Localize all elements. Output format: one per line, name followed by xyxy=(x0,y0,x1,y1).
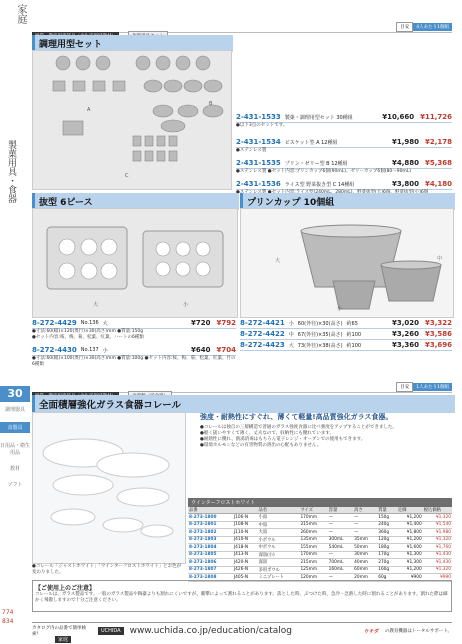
sidebar-tabs xyxy=(0,406,30,497)
price-row[interactable]: 2-431-1536 ライス型 野菜抜き型 C 14種組 ¥3,800 ¥4,180 xyxy=(236,180,452,188)
table-row[interactable] xyxy=(188,514,452,522)
table-cell: 8-273-1807 xyxy=(188,566,233,574)
footer-url[interactable]: www.uchida.co.jp/education/catalog xyxy=(129,626,292,636)
table-cell: 30mm xyxy=(353,551,377,559)
product-note: ●セット内容:桜、梅、菊、松葉、紅葉、ハートの6種類 xyxy=(32,335,144,340)
table-cell: J413-N xyxy=(233,551,258,559)
table-cell: ¥1,400 xyxy=(397,521,423,529)
table-header-row: 品番 品名 サイズ 容量 高さ 質量 定価 税込価格 xyxy=(188,507,452,514)
caution-text: コレールは、ガラス製品です。一般のガラス製品や陶器よりも割れにくいですが、衝撃によって割れることがあります。落とした時、ぶつけた時、急冷・急熱した時に割れることがあります。割れた際は細かく飛散しますので十分ご注意ください。 xyxy=(35,592,448,603)
feature-bullet: ●耐熱性に優れ、熱湯消毒はもちろん電子レンジ・オーブンでの使用もできます。 xyxy=(200,437,366,442)
pudding-cup-price-list xyxy=(240,318,452,351)
sidebar-tab-active[interactable]: 食器具 xyxy=(0,422,30,433)
image-label: A xyxy=(87,107,91,113)
image-label: 小 xyxy=(183,302,189,308)
corelle-table xyxy=(188,498,452,582)
pieces-guide: 目安 4人あたり1個組 xyxy=(396,22,452,32)
price-row[interactable]: 8-272-4422 中 67(外径)×35(高さ) 約100 ¥3,260 ¥3,586 xyxy=(240,330,452,338)
corelle-bullets xyxy=(200,425,452,449)
page-number: 30 xyxy=(0,386,30,402)
table-cell: ¥1,800 xyxy=(397,529,423,537)
table-cell: 60g xyxy=(377,574,397,582)
table-cell: ¥1,200 xyxy=(397,514,423,522)
sidebar-tab[interactable]: 教材 xyxy=(9,466,20,472)
footer-search-note: カタログ内の品番で簡単検索! xyxy=(32,626,86,637)
section-title-pudding-cup: プリンカップ 10個組 xyxy=(240,193,455,210)
price-row[interactable]: 8-272-4423 大 73(外径)×38(高さ) 約100 ¥3,360 ¥3,696 xyxy=(240,341,452,349)
table-cell: J410-N xyxy=(233,536,258,544)
pudding-cup-illustration xyxy=(241,209,453,317)
table-cell: 160g xyxy=(377,566,397,574)
table-cell: 50mm xyxy=(353,544,377,552)
image-label: B xyxy=(209,101,213,107)
table-cell: 8-273-1804 xyxy=(188,544,233,552)
table-cell: 多用ボウル xyxy=(257,566,299,574)
mold-set-illustration xyxy=(33,51,231,189)
corelle-illustration xyxy=(33,413,185,563)
table-cell: 中ボウル xyxy=(257,544,299,552)
image-label: 大 xyxy=(93,302,99,308)
table-cell: 150g xyxy=(377,514,397,522)
table-row[interactable] xyxy=(188,551,452,559)
footer-brand: UCHIDA xyxy=(98,627,124,635)
table-cell: J108-N xyxy=(233,521,258,529)
section-title-corelle: 全面積層強化ガラス食器コレール xyxy=(32,395,455,413)
image-label: 大 xyxy=(275,258,281,264)
product-note: ●ステンレス製 xyxy=(236,148,267,153)
section-title-cutter: 抜型 6ピース xyxy=(32,193,239,210)
price-row[interactable]: 8-272-4430 No.137 小 ¥640 ¥704 xyxy=(32,346,236,354)
image-label: 小 xyxy=(337,306,343,312)
table-cell: 540mL xyxy=(328,544,354,552)
footer-page-label: 家庭 xyxy=(55,636,71,643)
sidebar-home-label: 家庭 xyxy=(15,4,26,24)
table-cell: 40mm xyxy=(353,559,377,567)
table-cell: ¥1,600 xyxy=(397,544,423,552)
table-cell: 120g xyxy=(377,536,397,544)
table-cell: 8-273-1803 xyxy=(188,536,233,544)
cutter-illustration xyxy=(33,209,237,317)
table-cell: J110-N xyxy=(233,529,258,537)
index-refs xyxy=(2,608,13,626)
table-cell: 60mm xyxy=(353,566,377,574)
table-cell: 大皿 xyxy=(257,529,299,537)
table-cell: 深皿(小) xyxy=(257,551,299,559)
table-cell: — xyxy=(353,529,377,537)
table-cell: 8-273-1808 xyxy=(188,574,233,582)
table-cell: 270g xyxy=(377,559,397,567)
caution-box xyxy=(32,580,452,612)
table-cell: — xyxy=(328,514,354,522)
table-cell: — xyxy=(328,529,354,537)
table-cell: 170mm xyxy=(299,551,327,559)
price-row[interactable]: 2-431-1534 ビスケット型 A 12種組 ¥1,980 ¥2,178 xyxy=(236,138,452,146)
table-cell: ¥990 xyxy=(423,574,452,582)
table-cell: 215mm xyxy=(299,559,327,567)
table-cell: — xyxy=(353,514,377,522)
table-cell: 180g xyxy=(377,544,397,552)
cutter-price-list xyxy=(32,318,236,368)
sidebar-category: 製菓用具・食器 xyxy=(6,140,16,203)
pieces-guide: 目安 1人あたり1個組 xyxy=(396,382,452,392)
table-cell: J420-N xyxy=(233,559,258,567)
table-cell: J405-N xyxy=(233,574,258,582)
table-cell: J418-N xyxy=(233,544,258,552)
price-row[interactable]: 2-431-1535 プリン・ゼリー型 B 12種組 ¥4,880 ¥5,368 xyxy=(236,159,452,167)
table-cell: 125mm xyxy=(299,566,327,574)
product-image-cutter xyxy=(32,208,238,318)
table-row[interactable] xyxy=(188,529,452,537)
price-row[interactable]: 2-431-1533 製菓・調理用型セット 30種組 ¥10,660 ¥11,726 xyxy=(236,113,452,121)
table-cell: 700mL xyxy=(328,559,354,567)
table-cell: 8-273-1805 xyxy=(188,551,233,559)
table-cell: ¥1,980 xyxy=(423,529,452,537)
table-cell: 155mm xyxy=(299,544,327,552)
image-label: C xyxy=(125,173,129,179)
feature-bullet: ●軽く扱いやすくて薄く、丈夫なので、収納性にも優れています。 xyxy=(200,431,334,436)
table-cell: 170mm xyxy=(299,514,327,522)
footer-tagline: の教育機器はトータルサポート。 xyxy=(384,629,452,634)
product-image-mold-set xyxy=(32,50,232,190)
price-row[interactable]: 8-272-4429 No.136 大 ¥720 ¥792 xyxy=(32,319,236,327)
table-cell: 小皿 xyxy=(257,514,299,522)
footer-logo: ウチダ xyxy=(364,628,379,635)
table-row[interactable] xyxy=(188,559,452,567)
footer xyxy=(32,622,452,639)
table-cell: 8-273-1802 xyxy=(188,529,233,537)
table-cell: J106-N xyxy=(233,514,258,522)
table-cell: 240g xyxy=(377,521,397,529)
table-cell: ¥1,540 xyxy=(423,521,452,529)
table-cell: ¥1,200 xyxy=(397,566,423,574)
top-header xyxy=(32,22,452,33)
table-cell: 深皿 xyxy=(257,559,299,567)
corelle-caption: ●コレール「ジャストホワイト」「ウインターフロストホワイト」とお色が変わりました。 xyxy=(32,564,182,575)
table-cell: ¥1,760 xyxy=(423,544,452,552)
table-cell: 215mm xyxy=(299,521,327,529)
feature-bullet: ●環境ホルモンなどの有害物質の溶出の心配もありません。 xyxy=(200,443,322,448)
sidebar xyxy=(0,0,30,644)
table-cell: ¥1,320 xyxy=(423,536,452,544)
bottom-header xyxy=(32,382,452,393)
table-cell: 35mm xyxy=(353,536,377,544)
table-cell: 135mm xyxy=(299,536,327,544)
table-cell: 360g xyxy=(377,529,397,537)
product-image-pudding-cup xyxy=(240,208,454,318)
corelle-spec-table xyxy=(188,507,452,582)
table-cell: 8-273-1801 xyxy=(188,521,233,529)
product-note: ●寸法:60(幅)×100(奥行)×30(高さ)mm ●質量:100g ●セット内容:桜、梅、菊、松葉、紅葉、竹の6種類 xyxy=(32,356,236,367)
table-cell: 120mm xyxy=(299,574,327,582)
price-row[interactable]: 8-272-4421 小 60(外径)×30(高さ) 約65 ¥3,020 ¥3,322 xyxy=(240,319,452,327)
table-cell: — xyxy=(328,551,354,559)
table-row[interactable] xyxy=(188,566,452,574)
product-note: ●寸法:60(幅)×120(奥行)×30(高さ)mm ●質量:150g xyxy=(32,329,144,334)
table-cell: ¥1,300 xyxy=(397,551,423,559)
table-cell: 160mL xyxy=(328,566,354,574)
index-ref[interactable]: 774 xyxy=(2,609,14,616)
table-cell: 8-273-1806 xyxy=(188,559,233,567)
table-cell: 170g xyxy=(377,551,397,559)
table-cell: ¥1,300 xyxy=(397,559,423,567)
table-row[interactable] xyxy=(188,536,452,544)
table-cell: ¥1,430 xyxy=(423,559,452,567)
table-cell: ¥1,320 xyxy=(423,566,452,574)
table-cell: — xyxy=(353,521,377,529)
table-title: ウインターフロストホワイト xyxy=(188,498,452,507)
product-image-corelle xyxy=(32,412,186,564)
table-cell: ¥1,200 xyxy=(397,536,423,544)
table-cell: ミニプレート xyxy=(257,574,299,582)
image-label: 中 xyxy=(437,256,443,262)
sidebar-tab[interactable]: ソフト xyxy=(7,482,23,488)
table-cell: 20mm xyxy=(353,574,377,582)
corelle-headline: 強度・耐熱性にすぐれ、薄くて軽量!高品質強化ガラス食器。 xyxy=(200,413,393,421)
table-cell: ¥1,430 xyxy=(423,551,452,559)
table-cell: 中皿 xyxy=(257,521,299,529)
product-note: ●ステンレス製 ●セット内容:プリンカップ6個(90mL)、ゼリーカップ6個(80～90mL) xyxy=(236,169,412,174)
table-cell: 260mm xyxy=(299,529,327,537)
table-cell: 300mL xyxy=(328,536,354,544)
sidebar-tab[interactable]: 日用品・衛生用品 xyxy=(0,443,31,456)
table-cell: — xyxy=(328,521,354,529)
table-cell: J426-N xyxy=(233,566,258,574)
caution-title: 【ご使用上のご注意】 xyxy=(35,585,96,592)
table-cell: 小ボウル xyxy=(257,536,299,544)
table-row[interactable] xyxy=(188,544,452,552)
table-row[interactable] xyxy=(188,521,452,529)
table-cell: ¥900 xyxy=(397,574,423,582)
mold-set-price-list xyxy=(236,112,452,196)
table-cell: 8-273-1800 xyxy=(188,514,233,522)
table-cell: — xyxy=(328,574,354,582)
index-ref[interactable]: 834 xyxy=(2,618,14,625)
product-note: ●以下3点のセットです。 xyxy=(236,123,288,128)
sidebar-tab[interactable]: 調理器具 xyxy=(4,407,25,413)
section-title-mold-set: 調理用型セット xyxy=(32,35,233,52)
table-cell: ¥1,320 xyxy=(423,514,452,522)
feature-bullet: ●コレールは独自の三層構造で普通のガラス強度食器に比べ強度をアップすることができました。 xyxy=(200,425,397,430)
